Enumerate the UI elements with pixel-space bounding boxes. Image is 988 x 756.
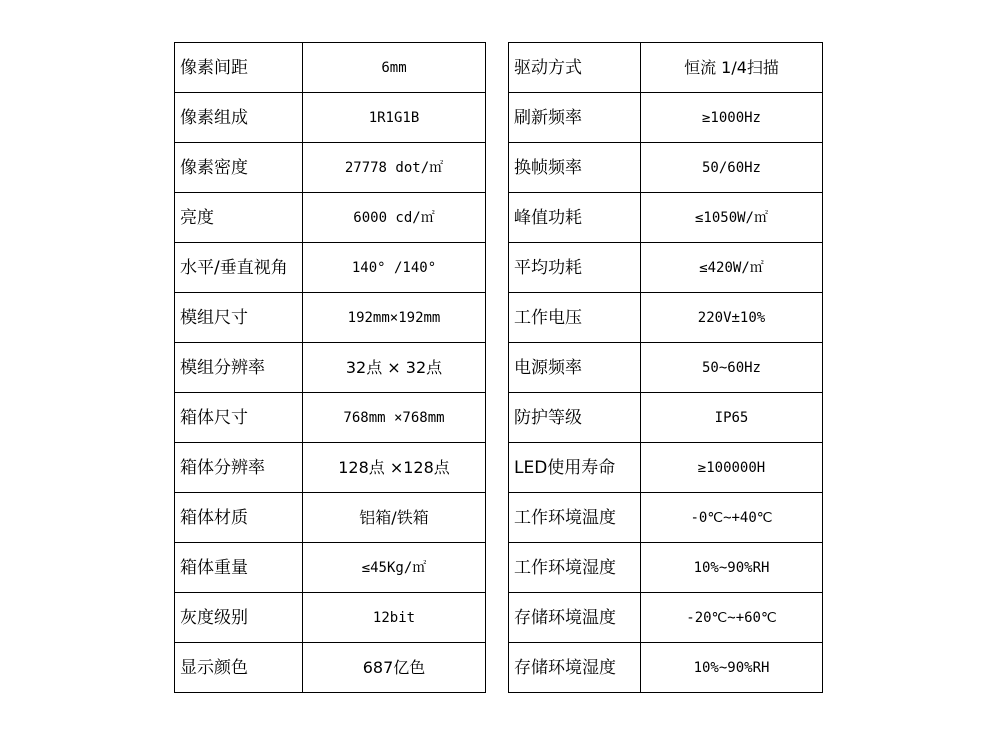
spec-key: 驱动方式: [509, 43, 641, 93]
table-row: [509, 293, 823, 343]
spec-value: 10%~90%RH: [641, 543, 823, 593]
spec-value: IP65: [641, 393, 823, 443]
spec-key: 工作环境温度: [509, 493, 641, 543]
spec-value: 6000 cd/㎡: [303, 193, 486, 243]
spec-key: 灰度级别: [175, 593, 303, 643]
spec-value: 10%~90%RH: [641, 643, 823, 693]
table-row: [509, 543, 823, 593]
table-row: [175, 293, 486, 343]
table-row: [175, 643, 486, 693]
spec-value: 140° /140°: [303, 243, 486, 293]
table-row: [175, 93, 486, 143]
table-row: [175, 143, 486, 193]
spec-key: 箱体重量: [175, 543, 303, 593]
table-row: [509, 43, 823, 93]
table-row: [175, 43, 486, 93]
spec-table-right: [508, 42, 823, 693]
table-row: [509, 193, 823, 243]
spec-key: 像素间距: [175, 43, 303, 93]
spec-key: 换帧频率: [509, 143, 641, 193]
spec-value: 50/60Hz: [641, 143, 823, 193]
spec-key: 工作环境湿度: [509, 543, 641, 593]
table-row: [509, 593, 823, 643]
spec-value: 50~60Hz: [641, 343, 823, 393]
table-row: [509, 343, 823, 393]
spec-key: 防护等级: [509, 393, 641, 443]
table-row: [175, 243, 486, 293]
table-row: [509, 643, 823, 693]
spec-value: 恒流 1/4扫描: [641, 43, 823, 93]
spec-key: 亮度: [175, 193, 303, 243]
spec-key: LED使用寿命: [509, 443, 641, 493]
table-row: [175, 443, 486, 493]
spec-key: 模组分辨率: [175, 343, 303, 393]
table-row: [175, 593, 486, 643]
spec-key: 箱体尺寸: [175, 393, 303, 443]
spec-table-left: [174, 42, 486, 693]
table-row: [175, 193, 486, 243]
spec-value: ≥100000H: [641, 443, 823, 493]
spec-value: 192mm×192mm: [303, 293, 486, 343]
spec-value: 12bit: [303, 593, 486, 643]
table-row: [509, 243, 823, 293]
table-row: [509, 93, 823, 143]
spec-key: 箱体分辨率: [175, 443, 303, 493]
spec-value: ≤420W/㎡: [641, 243, 823, 293]
spec-key: 存储环境湿度: [509, 643, 641, 693]
spec-key: 模组尺寸: [175, 293, 303, 343]
spec-key: 平均功耗: [509, 243, 641, 293]
spec-value: 32点 × 32点: [303, 343, 486, 393]
spec-value: ≤1050W/㎡: [641, 193, 823, 243]
spec-value: 128点 ×128点: [303, 443, 486, 493]
spec-key: 水平/垂直视角: [175, 243, 303, 293]
spec-value: 768mm ×768mm: [303, 393, 486, 443]
spec-key: 电源频率: [509, 343, 641, 393]
spec-key: 刷新频率: [509, 93, 641, 143]
spec-key: 显示颜色: [175, 643, 303, 693]
table-row: [509, 443, 823, 493]
spec-value: ≤45Kg/㎡: [303, 543, 486, 593]
spec-key: 峰值功耗: [509, 193, 641, 243]
spec-value: 1R1G1B: [303, 93, 486, 143]
spec-value: -20℃~+60℃: [641, 593, 823, 643]
spec-value: 6mm: [303, 43, 486, 93]
table-row: [509, 493, 823, 543]
spec-value: 27778 dot/㎡: [303, 143, 486, 193]
table-row: [175, 393, 486, 443]
spec-value: ≥1000Hz: [641, 93, 823, 143]
spec-value: -0℃~+40℃: [641, 493, 823, 543]
table-row: [175, 343, 486, 393]
table-row: [509, 143, 823, 193]
spec-key: 像素密度: [175, 143, 303, 193]
spec-value: 铝箱/铁箱: [303, 493, 486, 543]
spec-value: 687亿色: [303, 643, 486, 693]
spec-key: 像素组成: [175, 93, 303, 143]
table-row: [175, 543, 486, 593]
spec-key: 存储环境温度: [509, 593, 641, 643]
table-row: [509, 393, 823, 443]
spec-value: 220V±10%: [641, 293, 823, 343]
spec-key: 工作电压: [509, 293, 641, 343]
table-row: [175, 493, 486, 543]
spec-key: 箱体材质: [175, 493, 303, 543]
